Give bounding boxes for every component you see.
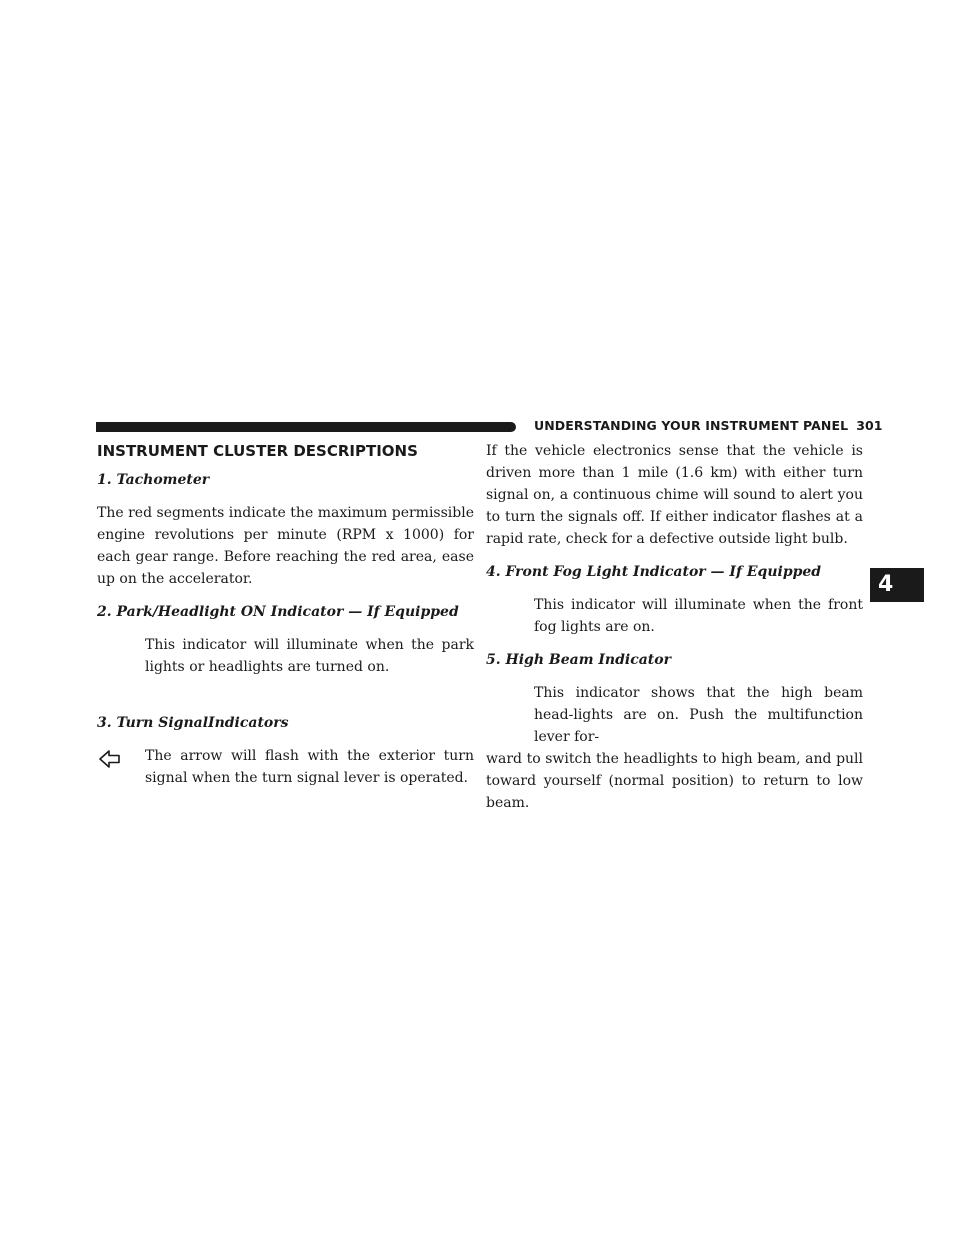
item-title-high-beam: 5. High Beam Indicator bbox=[486, 652, 671, 668]
item-title-tachometer: 1. Tachometer bbox=[97, 472, 210, 488]
turn-signal-row bbox=[97, 745, 474, 789]
header-title: UNDERSTANDING YOUR INSTRUMENT PANEL bbox=[534, 418, 849, 433]
item-title-park-headlight: 2. Park/Headlight ON Indicator — If Equipped bbox=[97, 604, 459, 620]
item-body-front-fog: This indicator will illuminate when the front fog lights are on. bbox=[534, 597, 863, 635]
section-title: INSTRUMENT CLUSTER DESCRIPTIONS bbox=[97, 442, 418, 460]
header-bar bbox=[96, 422, 516, 432]
running-header bbox=[534, 418, 883, 433]
item-body-park-headlight: This indicator will illuminate when the park lights or headlights are turned on. bbox=[145, 637, 474, 675]
right-column bbox=[486, 440, 863, 814]
turn-signal-arrow-icon bbox=[99, 749, 121, 769]
item-body-tachometer: The red segments indicate the maximum permissible engine revolutions per minute (RPM x 1000) for each gear range. Before reaching the red area, ease up on the accelerator. bbox=[97, 505, 474, 587]
item-title-front-fog: 4. Front Fog Light Indicator — If Equipped bbox=[486, 564, 822, 580]
page-number: 301 bbox=[856, 418, 883, 433]
item-body-high-beam-full: ward to switch the headlights to high beam, and pull toward yourself (normal position) to return to low beam. bbox=[486, 751, 863, 811]
turn-signal-continued: If the vehicle electronics sense that the vehicle is driven more than 1 mile (1.6 km) with either turn signal on, a continuous chime will sound to alert you to turn the signals off. If either indicator flashes at a rapid rate, check for a defective outside light bulb. bbox=[486, 443, 863, 547]
item-body-turn-signal: The arrow will flash with the exterior turn signal when the turn signal lever is operated. bbox=[145, 748, 474, 786]
item-title-turn-signal: 3. Turn SignalIndicators bbox=[97, 715, 289, 731]
left-column bbox=[97, 440, 474, 789]
chapter-tab: 4 bbox=[870, 568, 924, 602]
item-body-high-beam-indented: This indicator shows that the high beam head-lights are on. Push the multifunction lever for- bbox=[534, 685, 863, 745]
